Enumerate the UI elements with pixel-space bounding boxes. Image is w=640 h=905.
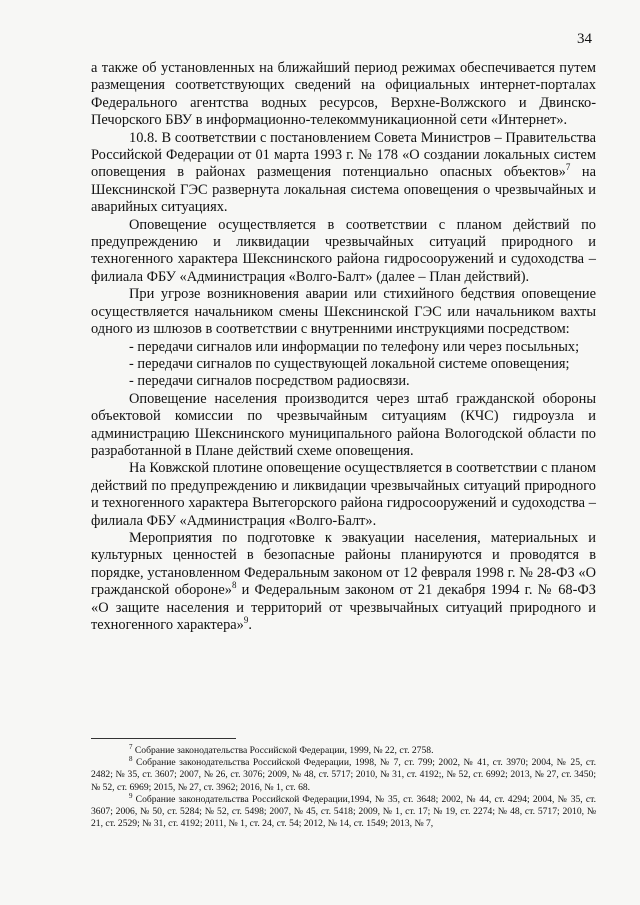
footnote-ref-7: 7	[565, 162, 571, 173]
page-number: 34	[577, 31, 592, 47]
footnotes	[91, 742, 596, 830]
footnote-7	[91, 742, 596, 757]
paragraph-7-text-a: Мероприятия по подготовке к эвакуации населения, материальных и культурных ценностей в безопасные районы планируются и проводятся в порядке, установленном Федеральным законом от 12 февраля 1998 г. № 28-ФЗ «О гражданской обороне»	[91, 529, 596, 599]
paragraph-10-8-text-a: 10.8. В соответствии с постановлением Совета Министров – Правительства Российской Федерации от 01 марта 1993 г. № 178 «О создании локальных систем оповещения в районах размещения потенциально опасных объектов»	[91, 129, 596, 181]
paragraph-4: При угрозе возникновения аварии или стихийного бедствия оповещение осуществляется начальником смены Шекснинской ГЭС или начальником вахты одного из шлюзов в соответствии с внутренними инструкциями посредством:	[91, 286, 596, 338]
list-item-3: - передачи сигналов посредством радиосвязи.	[129, 373, 410, 390]
footnote-8-text: Собрание законодательства Российской Федерации, 1998, № 7, ст. 799; 2002, № 41, ст. 3970; 2004, № 25, ст. 2482; № 35, ст. 3607; 2007, № 26, ст. 3076; 2009, № 48, ст. 5717; 2010, № 31, ст. 4192;, № 52, ст. 6992; 2013, № 27, ст. 3450; № 52, ст. 6969; 2015, № 27, ст. 3962; 2016, № 1, ст. 68.	[91, 757, 596, 793]
list-item-1: - передачи сигналов или информации по телефону или через посыльных;	[129, 338, 580, 355]
paragraph-6: На Ковжской плотине оповещение осуществляется в соответствии с планом действий по предупреждению и ликвидации чрезвычайных ситуаций природного и техногенного характера Вытегорского района гидросооружений и судоходства – филиала ФБУ «Администрация «Волго-Балт».	[91, 460, 596, 529]
paragraph-5: Оповещение населения производится через штаб гражданской обороны объектовой комиссии по чрезвычайным ситуациям (КЧС) гидроузла и администрацию Шекснинского муниципального района Вологодской области по разработанной в Плане действий схеме оповещения.	[91, 390, 596, 459]
footnote-ref-8: 8	[231, 580, 237, 591]
footnote-7-text: Собрание законодательства Российской Федерации, 1999, № 22, ст. 2758.	[132, 745, 434, 756]
paragraph-7-text-c: .	[248, 617, 252, 633]
paragraph-10-8-text-b: на Шекснинской ГЭС развернута локальная система оповещения о чрезвычайных и аварийных ситуациях.	[91, 164, 596, 216]
body-text	[91, 60, 596, 634]
paragraph-1: а также об установленных на ближайший период режимах обеспечивается путем размещения соответствующих сведений на официальных интернет-порталах Федерального агентства водных ресурсов, Верхне-Волжского и Двинско-Печорского БВУ в информационно-телекоммуникационной сети «Интернет».	[91, 60, 596, 129]
paragraph-7	[91, 530, 596, 634]
footnote-8	[91, 757, 596, 794]
paragraph-7-text-b: и Федеральным законом от 21 декабря 1994 г. № 68-ФЗ «О защите населения и территорий от чрезвычайных ситуаций природного и техногенного характера»	[91, 582, 596, 633]
footnote-8-mark: 8	[129, 755, 133, 764]
footnote-7-mark: 7	[129, 742, 133, 751]
footnote-ref-9: 9	[243, 615, 249, 626]
footnote-divider	[91, 738, 236, 739]
paragraph-10-8	[91, 130, 596, 217]
list-item-2: - передачи сигналов по существующей локальной системе оповещения;	[129, 355, 570, 372]
footnote-9-mark: 9	[129, 791, 133, 800]
paragraph-3: Оповещение осуществляется в соответствии с планом действий по предупреждению и ликвидации чрезвычайных ситуаций природного и техногенного характера Шекснинского района гидросооружений и судоходства – филиала ФБУ «Администрация «Волго-Балт» (далее – План действий).	[91, 216, 596, 285]
footnote-9-text: Собрание законодательства Российской Федерации,1994, № 35, ст. 3648; 2002, № 44, ст. 4294; 2004, № 35, ст. 3607; 2006, № 50, ст. 5284; № 52, ст. 5498; 2007, № 45, ст. 5418; 2009, № 1, ст. 17; № 19, ст. 2274; № 48, ст. 5717; 2010, № 21, ст. 2529; № 31, ст. 4192; 2011, № 1, ст. 24, ст. 54; 2012, № 14, ст. 1549; 2013, № 7,	[91, 793, 596, 830]
footnote-9	[91, 791, 596, 831]
